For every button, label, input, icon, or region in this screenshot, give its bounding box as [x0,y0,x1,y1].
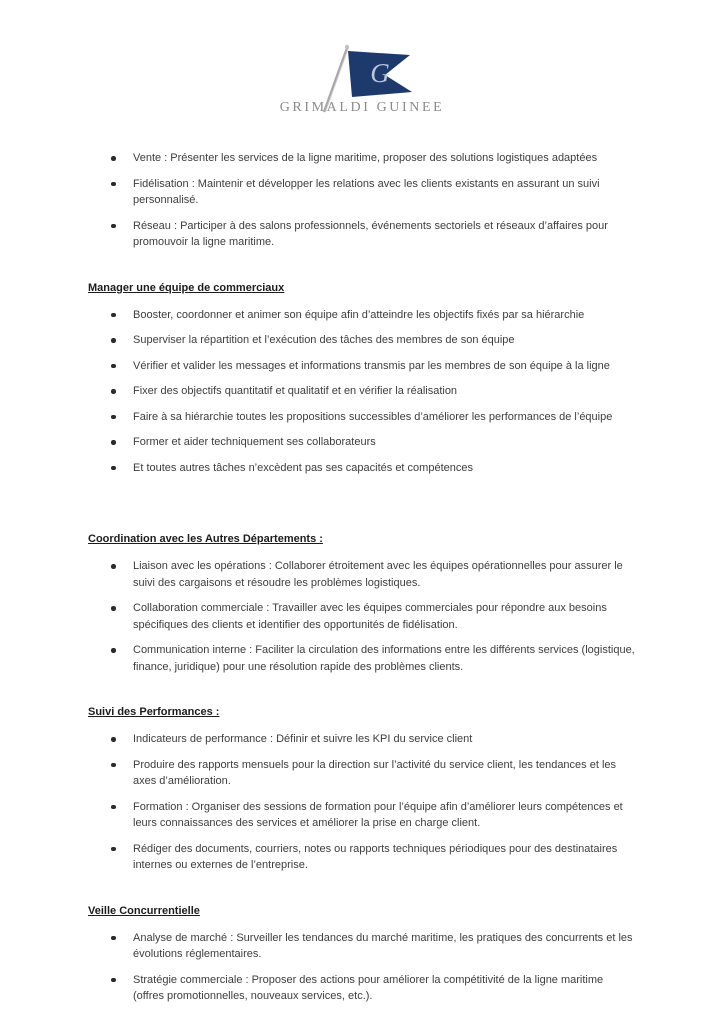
bullet-item: Vente : Présenter les services de la ligne maritime, proposer des solutions logistiques adaptées [88,150,636,167]
section-heading: Veille Concurrentielle [88,904,200,917]
flag-monogram: G [370,58,390,88]
section-suivi-performances [88,705,636,874]
bullet-item: Analyse de marché : Surveiller les tendances du marché maritime, les pratiques des concurrents et les évolutions réglementaires. [88,930,636,963]
bullet-list [88,150,636,251]
bullet-item: Faire à sa hiérarchie toutes les propositions successibles d’améliorer les performances de l’équipe [88,409,636,426]
bullet-item: Fidélisation : Maintenir et développer les relations avec les clients existants en assurant un suivi personnalisé. [88,176,636,209]
bullet-item: Stratégie commerciale : Proposer des actions pour améliorer la compétitivité de la ligne maritime (offres promotionnelles, nouveaux services, etc.). [88,972,636,1005]
bullet-list [88,731,636,874]
bullet-item: Superviser la répartition et l’exécution des tâches des membres de son équipe [88,332,636,349]
section-heading: Manager une équipe de commerciaux [88,281,285,294]
section-veille-concurrentielle [88,904,636,1005]
bullet-item: Rédiger des documents, courriers, notes ou rapports techniques périodiques pour des destinataires internes ou externes de l’entreprise. [88,841,636,874]
section-missions-commerciales [88,150,636,251]
section-heading: Suivi des Performances : [88,706,220,718]
section-coordination-departements [88,532,636,675]
bullet-item: Former et aider techniquement ses collaborateurs [88,434,636,451]
bullet-list [88,558,636,675]
bullet-item: Booster, coordonner et animer son équipe afin d’atteindre les objectifs fixés par sa hiérarchie [88,307,636,324]
company-logo [88,42,636,116]
bullet-item: Liaison avec les opérations : Collaborer étroitement avec les équipes opérationnelles pour assurer le suivi des cargaisons et résoudre les problèmes logistiques. [88,558,636,591]
pole-knob [345,45,349,49]
bullet-item: Fixer des objectifs quantitatif et qualitatif et en vérifier la réalisation [88,383,636,400]
bullet-item: Produire des rapports mensuels pour la direction sur l’activité du service client, les tendances et les axes d’amélioration. [88,757,636,790]
bullet-list [88,307,636,477]
section-heading: Coordination avec les Autres Départements : [88,533,323,545]
bullet-item: Collaboration commerciale : Travailler avec les équipes commerciales pour répondre aux besoins spécifiques des clients et identifier des opportunités de fidélisation. [88,600,636,633]
section-manager-equipe [88,281,636,477]
bullet-item: Vérifier et valider les messages et informations transmis par les membres de son équipe à la ligne [88,358,636,375]
bullet-list [88,930,636,1005]
company-name: GRIMALDI GUINEE [279,100,445,115]
bullet-item: Communication interne : Faciliter la circulation des informations entre les différents services (logistique, finance, juridique) pour une résolution rapide des problèmes clients. [88,642,636,675]
bullet-item: Et toutes autres tâches n’excèdent pas ses capacités et compétences [88,460,636,477]
bullet-item: Formation : Organiser des sessions de formation pour l’équipe afin d’améliorer leurs compétences et leurs connaissances des services et améliorer la prise en charge client. [88,799,636,832]
bullet-item: Indicateurs de performance : Définir et suivre les KPI du service client [88,731,636,748]
bullet-item: Réseau : Participer à des salons professionnels, événements sectoriels et réseaux d’affaires pour promouvoir la ligne maritime. [88,218,636,251]
